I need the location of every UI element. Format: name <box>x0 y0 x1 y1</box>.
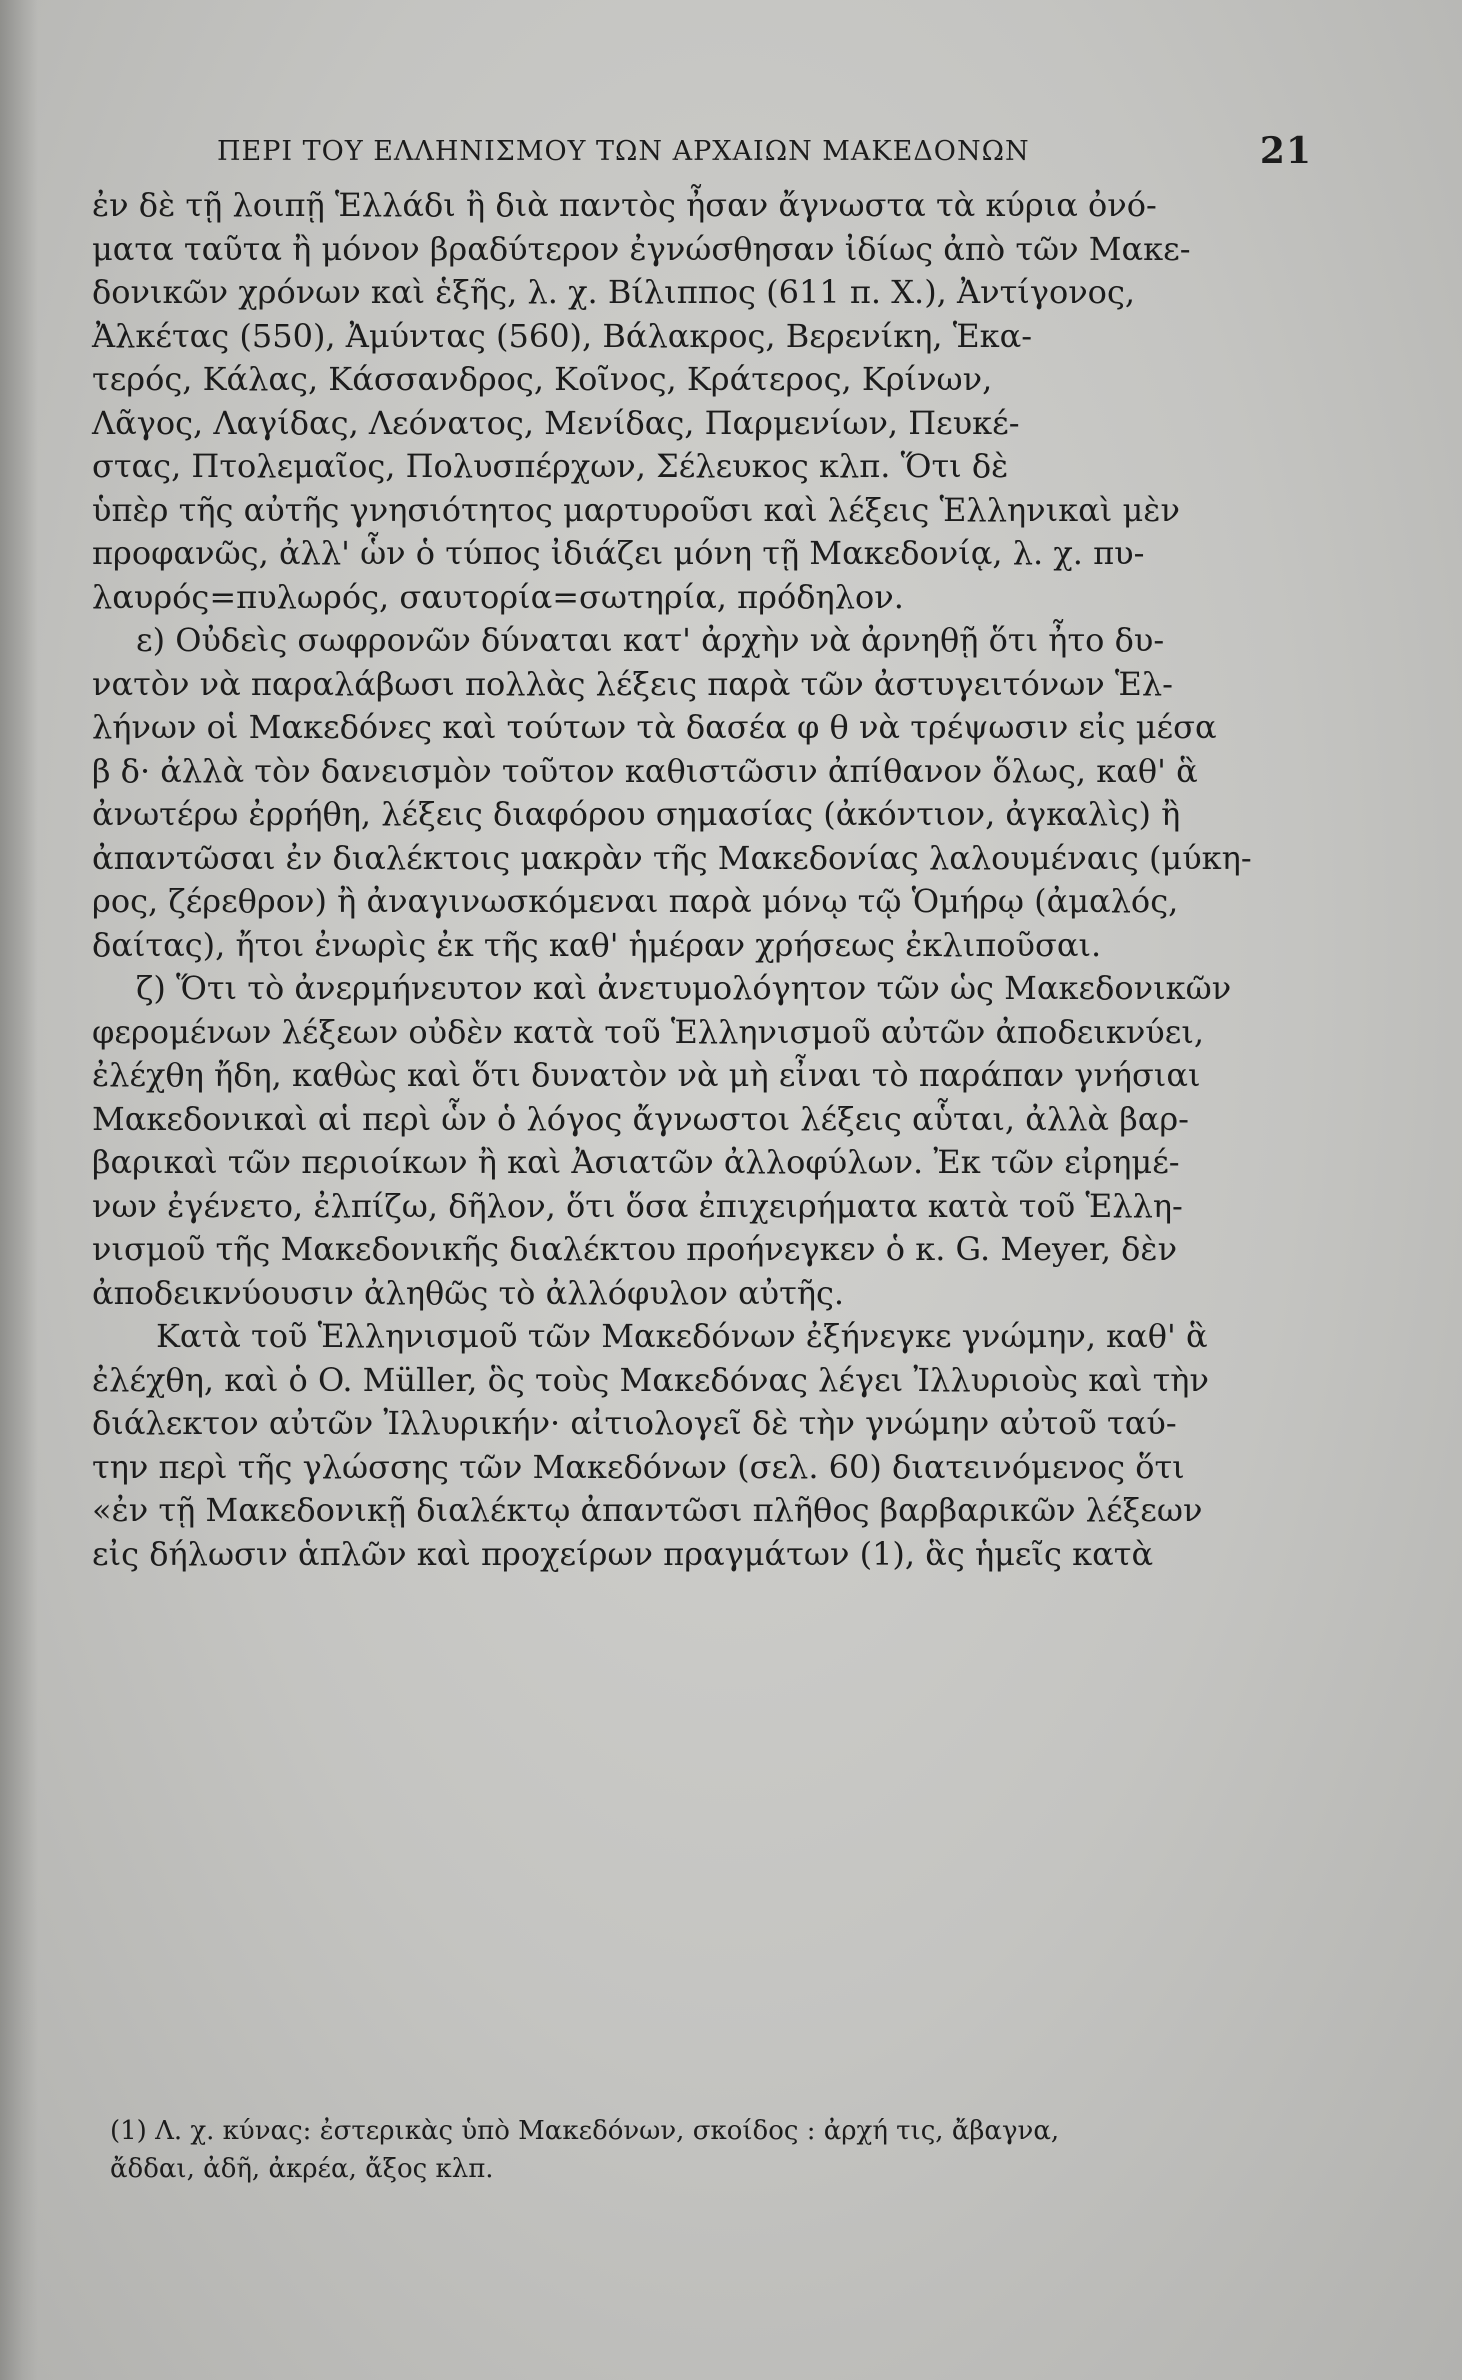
text-line: δονικῶν χρόνων καὶ ἑξῆς, λ. χ. Βίλιππος (611 π. Χ.), Ἀντίγονος, <box>92 273 1136 311</box>
text-line: βαρικαὶ τῶν περιοίκων ἢ καὶ Ἀσιατῶν ἀλλοφύλων. Ἐκ τῶν εἰρημέ- <box>92 1143 1180 1181</box>
text-line: ἐλέχθη ἤδη, καθὼς καὶ ὅτι δυνατὸν νὰ μὴ εἶναι τὸ παράπαν γνήσιαι <box>92 1056 1201 1094</box>
text-line: ἐν δὲ τῇ λοιπῇ Ἑλλάδι ἢ διὰ παντὸς ἦσαν ἄγνωστα τὰ κύρια ὀνό- <box>92 186 1157 224</box>
text-line: «ἐν τῇ Μακεδονικῇ διαλέκτῳ ἀπαντῶσι πλῆθος βαρβαρικῶν λέξεων <box>92 1491 1203 1529</box>
text-line: Ἀλκέτας (550), Ἀμύντας (560), Βάλακρος, Βερενίκη, Ἑκα- <box>92 316 1033 355</box>
text-line: τερός, Κάλας, Κάσσανδρος, Κοῖνος, Κράτερος, Κρίνων, <box>92 360 993 398</box>
text-line: δαίτας), ἤτοι ἐνωρὶς ἐκ τῆς καθ' ἡμέραν χρήσεως ἐκλιποῦσαι. <box>92 925 1102 964</box>
page-header <box>92 128 1312 184</box>
footnote-line: ἄδδαι, ἀδῆ, ἀκρέα, ἄξος κλπ. <box>110 2154 494 2184</box>
text-line: ζ) Ὅτι τὸ ἀνερμήνευτον καὶ ἀνετυμολόγητον τῶν ὡς Μακεδονικῶν <box>136 969 1232 1007</box>
text-line: νισμοῦ τῆς Μακεδονικῆς διαλέκτου προήνεγκεν ὁ κ. G. Meyer, δὲν <box>92 1230 1178 1268</box>
text-line: στας, Πτολεμαῖος, Πολυσπέρχων, Σέλευκος κλπ. Ὅτι δὲ <box>92 447 1009 485</box>
text-line: ε) Οὐδεὶς σωφρονῶν δύναται κατ' ἀρχὴν νὰ ἀρνηθῇ ὅτι ἦτο δυ- <box>136 621 1165 659</box>
text-line: Μακεδονικαὶ αἱ περὶ ὧν ὁ λόγος ἄγνωστοι λέξεις αὗται, ἀλλὰ βαρ- <box>92 1099 1189 1138</box>
text-line: ἀπαντῶσαι ἐν διαλέκτοις μακρὰν τῆς Μακεδονίας λαλουμέναις (μύκη- <box>92 838 1252 877</box>
text-line: ἐλέχθη, καὶ ὁ O. Müller, ὃς τοὺς Μακεδόνας λέγει Ἰλλυριοὺς καὶ τὴν <box>92 1360 1209 1399</box>
text-line: Λᾶγος, Λαγίδας, Λεόνατος, Μενίδας, Παρμενίων, Πευκέ- <box>92 403 1020 442</box>
footnote <box>110 2112 1290 2188</box>
text-line: ματα ταῦτα ἢ μόνον βραδύτερον ἐγνώσθησαν ἰδίως ἀπὸ τῶν Μακε- <box>92 229 1191 268</box>
text-line: λήνων οἱ Μακεδόνες καὶ τούτων τὰ δασέα φ θ νὰ τρέψωσιν εἰς μέσα <box>92 708 1217 746</box>
page-text <box>92 128 1312 1576</box>
text-line: φερομένων λέξεων οὐδὲν κατὰ τοῦ Ἑλληνισμοῦ αὐτῶν ἀποδεικνύει, <box>92 1012 1205 1051</box>
text-line: ὑπὲρ τῆς αὐτῆς γνησιότητος μαρτυροῦσι καὶ λέξεις Ἑλληνικαὶ μὲν <box>92 490 1180 529</box>
text-line: προφανῶς, ἀλλ' ὧν ὁ τύπος ἰδιάζει μόνη τῇ Μακεδονίᾳ, λ. χ. πυ- <box>92 534 1145 572</box>
text-line: Κατὰ τοῦ Ἑλληνισμοῦ τῶν Μακεδόνων ἐξήνεγκε γνώμην, καθ' ἃ <box>156 1317 1208 1355</box>
text-line: β δ· ἀλλὰ τὸν δανεισμὸν τοῦτον καθιστῶσιν ἀπίθανον ὅλως, καθ' ἃ <box>92 751 1198 790</box>
page-number: 21 <box>1259 130 1312 172</box>
text-line: ρος, ζέρεθρον) ἢ ἀναγινωσκόμεναι παρὰ μόνῳ τῷ Ὁμήρῳ (ἀμαλός, <box>92 882 1179 920</box>
running-title: ΠΕΡΙ ΤΟΥ ΕΛΛΗΝΙΣΜΟΥ ΤΩΝ ΑΡΧΑΙΩΝ ΜΑΚΕΔΟΝΩΝ <box>217 136 1030 167</box>
text-line: λαυρός=πυλωρός, σαυτορία=σωτηρία, πρόδηλον. <box>92 577 904 616</box>
body-text <box>92 184 1292 1576</box>
text-line: ἀνωτέρω ἐρρήθη, λέξεις διαφόρου σημασίας (ἀκόντιον, ἀγκαλὶς) ἢ <box>92 795 1181 833</box>
text-line: ἀποδεικνύουσιν ἀληθῶς τὸ ἀλλόφυλον αὐτῆς. <box>92 1273 845 1312</box>
text-line: εἰς δήλωσιν ἁπλῶν καὶ προχείρων πραγμάτων (1), ἃς ἡμεῖς κατὰ <box>92 1534 1154 1573</box>
book-spine-shadow <box>0 0 38 2380</box>
text-line: διάλεκτον αὐτῶν Ἰλλυρικήν· αἰτιολογεῖ δὲ τὴν γνώμην αὐτοῦ ταύ- <box>92 1404 1177 1442</box>
footnote-line: (1) Λ. χ. κύνας: ἐστερικὰς ὑπὸ Μακεδόνων, σκοίδος : ἀρχή τις, ἄβαγνα, <box>110 2116 1060 2146</box>
text-line: νων ἐγένετο, ἐλπίζω, δῆλον, ὅτι ὅσα ἐπιχειρήματα κατὰ τοῦ Ἑλλη- <box>92 1186 1183 1225</box>
text-line: νατὸν νὰ παραλάβωσι πολλὰς λέξεις παρὰ τῶν ἀστυγειτόνων Ἑλ- <box>92 664 1173 703</box>
text-line: την περὶ τῆς γλώσσης τῶν Μακεδόνων (σελ. 60) διατεινόμενος ὅτι <box>92 1447 1185 1486</box>
